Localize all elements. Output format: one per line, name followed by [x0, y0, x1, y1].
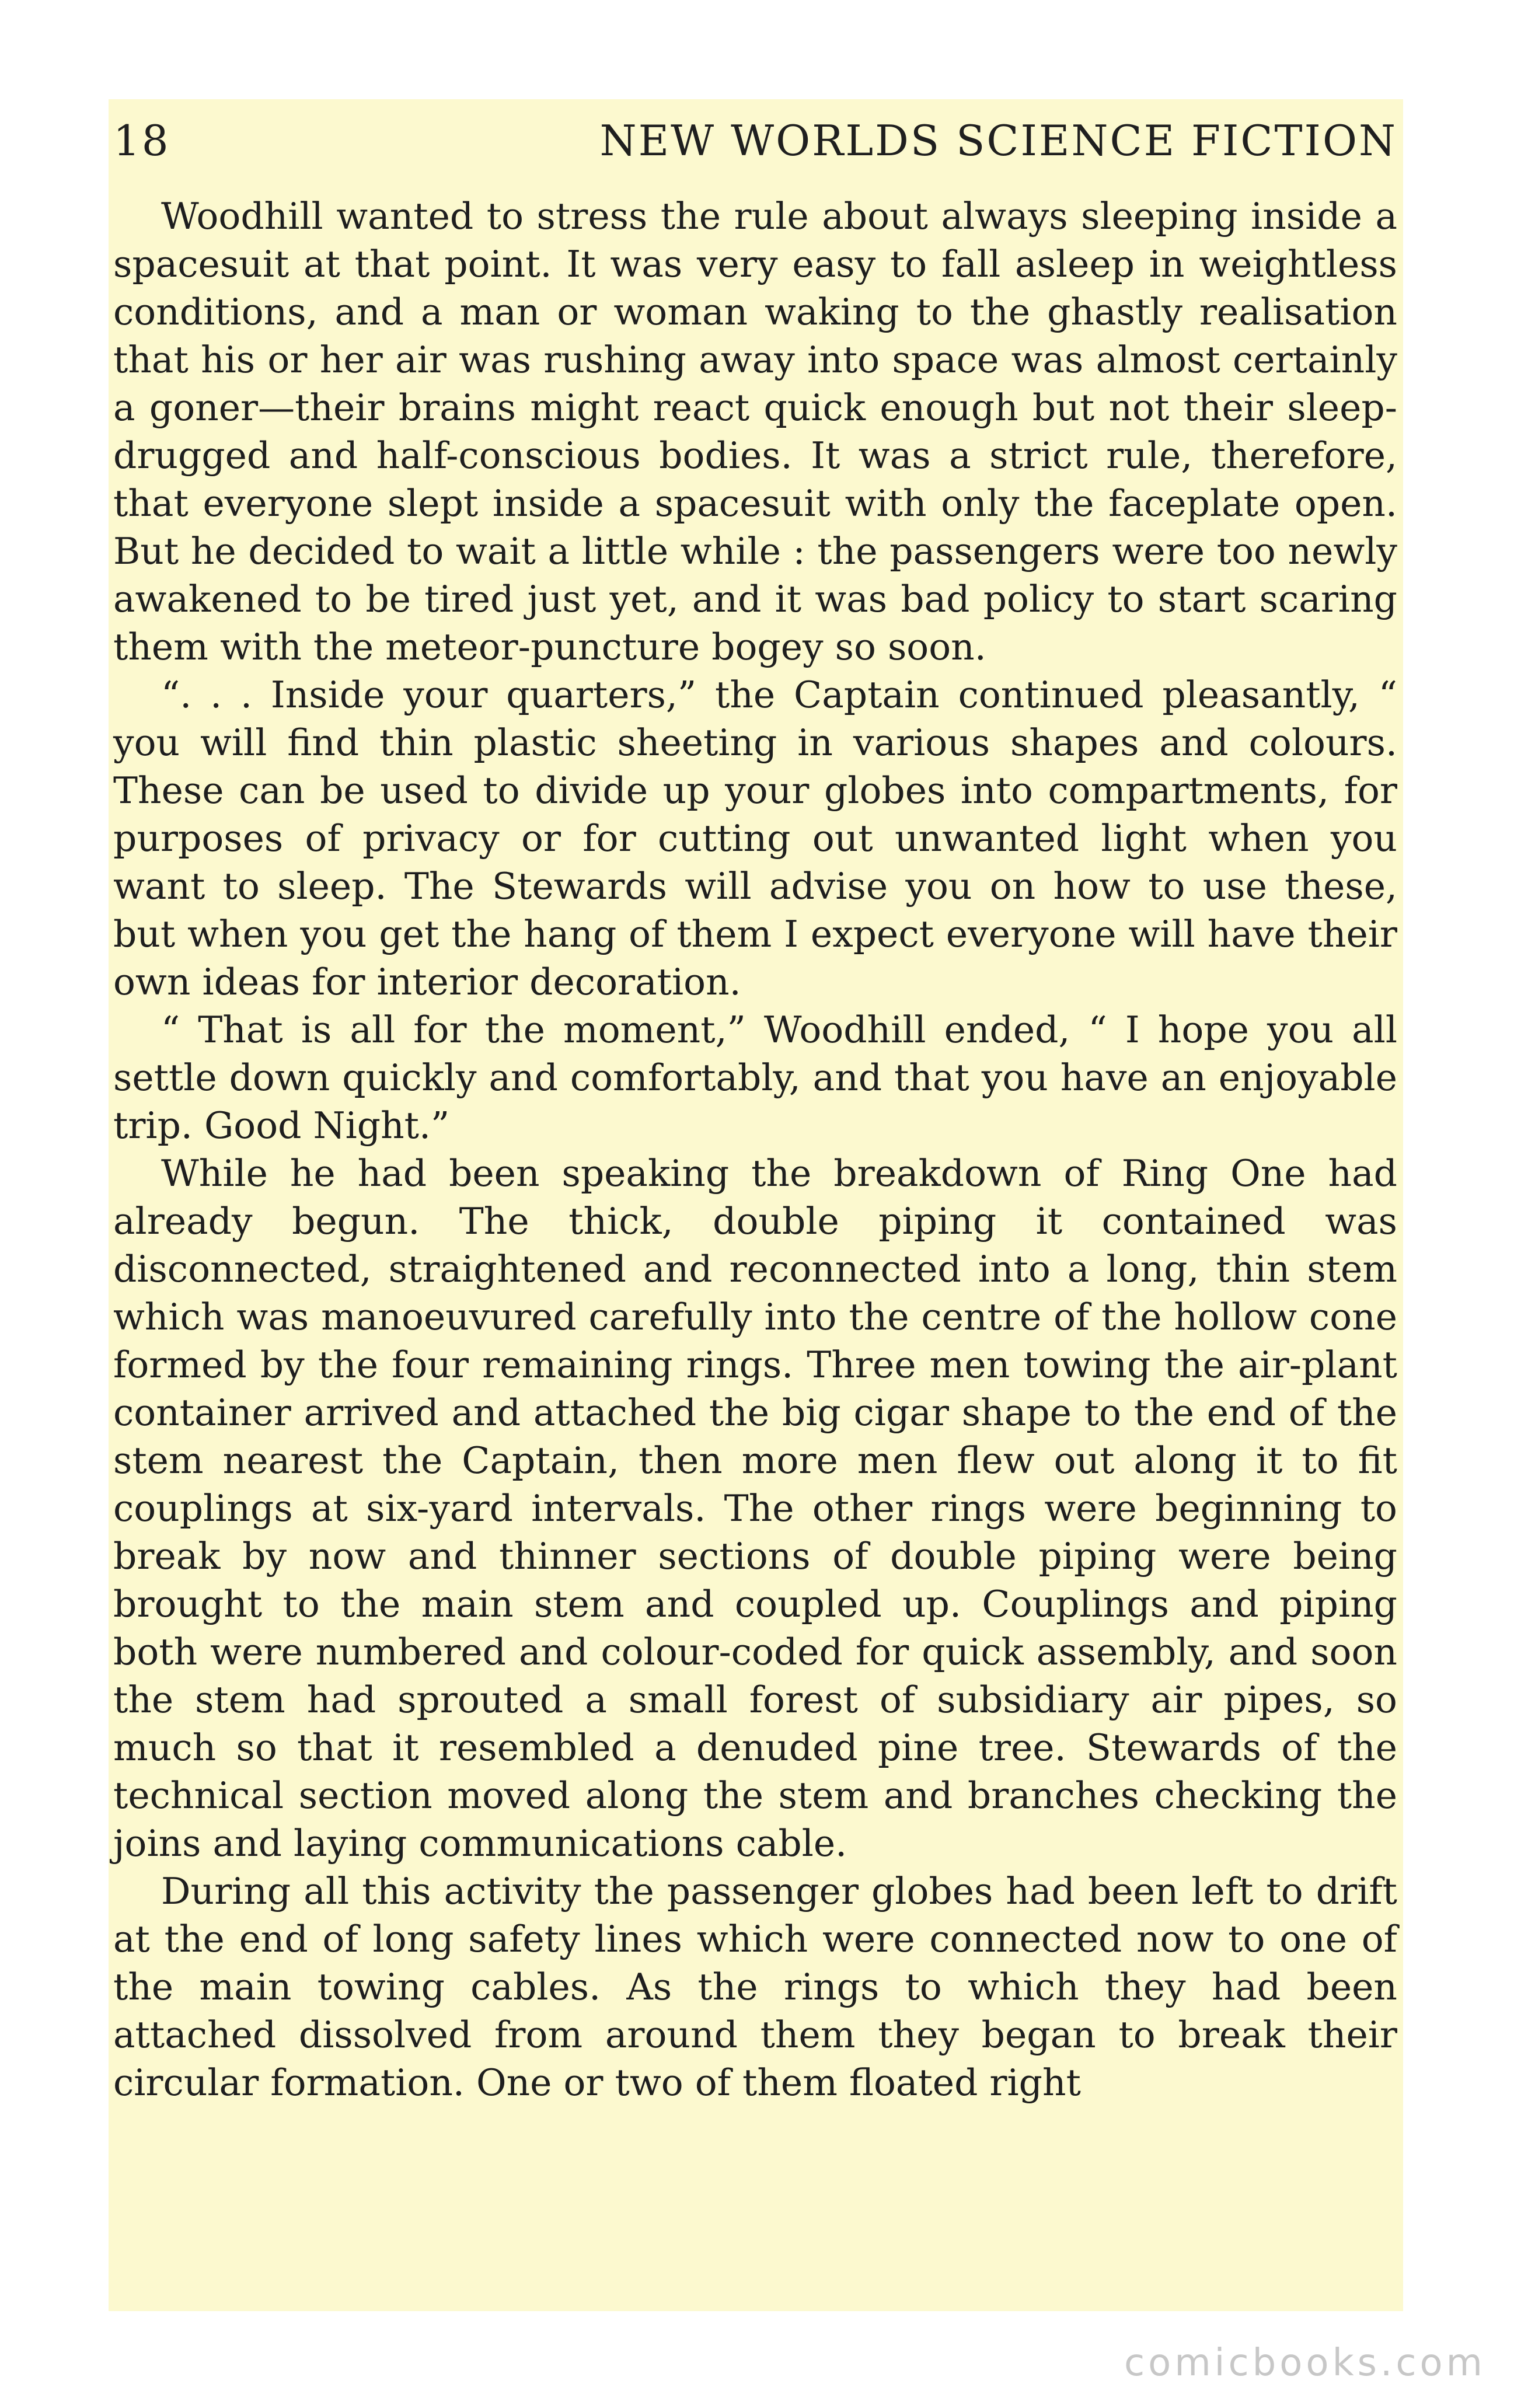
paragraph: While he had been speaking the breakdown of Ring One had already begun. The thick, double piping it contained was disconnected, straightened and reconnected into a long, thin stem which was manoeuvured carefully into the centre of the hollow cone formed by the four remaining rings. Three men towing the air-plant container arrived and attached the big cigar shape to the end of the stem nearest the Captain, then more men flew out along it to fit couplings at six-yard intervals. The other rings were beginning to break by now and thinner sections of double piping were being brought to the main stem and coupled up. Couplings and piping both were numbered and colour-coded for quick assembly, and soon the stem had sprouted a small forest of subsidiary air pipes, so much so that it resembled a denuded pine tree. Stewards of the technical section moved along the stem and branches checking the joins and laying communications cable.	[113, 1152, 1397, 1865]
paragraph: “. . . Inside your quarters,” the Captain continued pleasantly, “ you will find thin plastic sheeting in various shapes and colours. These can be used to divide up your globes into compartments, for purposes of privacy or for cutting out unwanted light when you want to sleep. The Stewards will advise you on how to use these, but when you get the hang of them I expect everyone will have their own ideas for interior decoration.	[113, 673, 1397, 1003]
paragraph: “ That is all for the moment,” Woodhill ended, “ I hope you all settle down quickly and comfortably, and that you have an enjoyable trip. Good Night.”	[113, 1008, 1397, 1147]
body-text	[113, 193, 1397, 2107]
page-number: 18	[113, 116, 170, 165]
paragraph: During all this activity the passenger globes had been left to drift at the end of long safety lines which were connected now to one of the main towing cables. As the rings to which they had been attached dissolved from around them they began to break their circular formation. One or two of them floated right	[113, 1870, 1397, 2104]
running-title: NEW WORLDS SCIENCE FICTION	[599, 116, 1397, 165]
book-page	[109, 99, 1403, 2311]
page-header	[113, 109, 1397, 173]
site-watermark: comicbooks.com	[1124, 2341, 1486, 2385]
paragraph: Woodhill wanted to stress the rule about always sleeping inside a spacesuit at that point. It was very easy to fall asleep in weightless conditions, and a man or woman waking to the ghastly realisation that his or her air was rushing away into space was almost certainly a goner—their brains might react quick enough but not their sleep-drugged and half-conscious bodies. It was a strict rule, therefore, that everyone slept inside a spacesuit with only the faceplate open. But he decided to wait a little while : the passengers were too newly awakened to be tired just yet, and it was bad policy to start scaring them with the meteor-puncture bogey so soon.	[113, 195, 1397, 668]
